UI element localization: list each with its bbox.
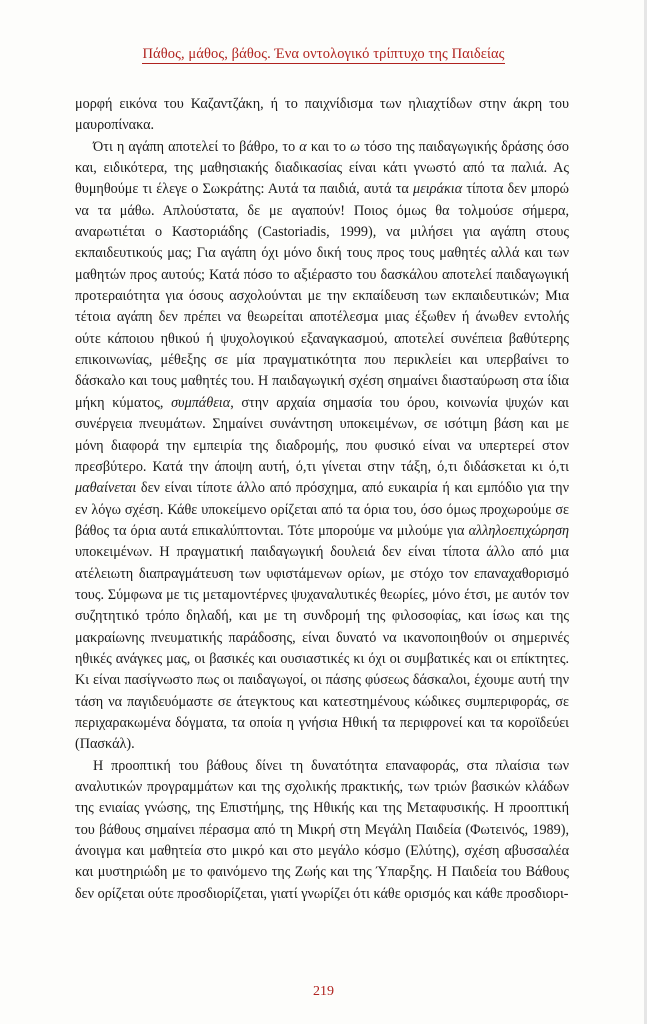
italic-term: συμπάθεια bbox=[171, 394, 231, 411]
italic-term: ω bbox=[350, 138, 361, 155]
text-run: , στην αρχαία σημασία του όρου, κοινωνία ψυχών και συνέργεια πνευμάτων. Σημαίνει συνάντηση υποκειμένων, σε ισότιμη βάση και με μόνη διαφορά την εμπειρία της διαδρομής, που φυσικό είναι να υπερτερεί στον πρεσβύτερο. Κατά την άποψη αυτή, ό,τι γίνεται στην τάξη, ό,τι διδάσκεται κι ό,τι bbox=[75, 394, 569, 475]
text-run: Η προοπτική του βάθους δίνει τη δυνατότητα επαναφοράς, στα πλαίσια των αναλυτικών προγραμμάτων και της σχολικής πρακτικής, των τριών βασικών κλάδων της ενιαίας γνώσης, της Επιστήμης, της Ηθικής και της Μεταφυσικής. Η προοπτική του βάθους σημαίνει πέρασμα από τη Μικρή στη Μεγάλη Παιδεία (Φωτεινός, 1989), άνοιγμα και μαθητεία στο μικρό και στο μεγάλο κόσμο (Ελύτης), σχέση αβυσσαλέα και μυστηριώδη με το φαινόμενο της Ζωής και της Ύπαρξης. Η Παιδεία του Βάθους δεν ορίζεται ούτε προσδιορίζεται, γιατί γνωρίζει ότι κάθε ορισμός και κάθε προσδιορι- bbox=[75, 757, 569, 902]
page-number: 219 bbox=[313, 984, 334, 999]
running-header bbox=[0, 46, 647, 63]
paragraph-continuation bbox=[75, 94, 569, 137]
text-run: δεν είναι τίποτε άλλο από πρόσχημα, από ευκαιρία ή και εμπόδιο για την εν λόγω σχέση. Κάθε υποκείμενο ορίζεται από τα όρια του, όσο όμως προχωρούμε σε βάθος τα όρια αυτά επικαλύπτονται. Τότε μπορούμε να μιλούμε για bbox=[75, 480, 569, 539]
paragraph-love-foundation bbox=[75, 137, 569, 756]
text-run: υποκειμένων. Η πραγματική παιδαγωγική δουλειά δεν είναι τίποτα άλλο από μια ατέλειωτη διαπραγμάτευση των υφιστάμενων ορίων, με στόχο τον επαναχαθορισμό τους. Σύμφωνα με τις μεταμοντέρνες ψυχαναλυτικές θεωρίες, μόνο έτσι, με αυτόν τον συζητητικό τρόπο δηλαδή, και με τη συνδρομή της φιλοσοφίας, και ίσως και της μακραίωνης πνευματικής παράδοσης, είναι δυνατό να ικανοποιηθούν οι σημερινές ηθικές ανάγκες μας, οι βασικές και ουσιαστικές κι όχι οι συμβατικές και οι επίκτητες. Κι είναι πασίγνωστο πως οι παιδαγωγοί, οι πάσης φύσεως δάσκαλοι, έχουμε αυτή την τάση να παγιδευόμαστε σε άτεγκτους και κατεστημένους κώδικες συμπεριφοράς, σε περιχαρακωμένα δόγματα, τα οποία η γνήσια Ηθική τα περιφρονεί και τα κοροϊδεύει (Πασκάλ). bbox=[75, 544, 569, 753]
italic-term: α bbox=[299, 138, 307, 155]
body-text bbox=[75, 94, 569, 905]
text-run: μορφή εικόνα του Καζαντζάκη, ή το παιχνίδισμα των ηλιαχτίδων στην άκρη του μαυροπίνακα. bbox=[75, 96, 569, 134]
text-run: τίποτα δεν μπορώ να τα μάθω. Απλούστατα, δε με αγαπούν! Ποιος όμως θα τολμούσε σήμερα, αναρωτιέται ο Καστοριάδης (Castoriadis, 1999), να μιλήσει για αγάπη στους εκπαιδευτικούς μας; Για αγάπη όχι μόνο δική τους προς τους μαθητές αλλά και των μαθητών προς αυτούς; Κατά πόσο το αξιέραστο του δασκάλου αποτελεί παιδαγωγική προτεραιότητα για όσους ασχολούνται με την εκπαίδευση των εκπαιδευτικών; Μια τέτοια αγάπη δεν πρέπει να θεωρείται αποτέλεσμα μιας έξωθεν ή άνωθεν εντολής ούτε κάποιου ηθικού ή ψυχολογικού εξαναγκασμού, αποτελεί συνέπεια βαθύτερης επικοινωνίας, μέθεξης σε μία πραγματικότητα που περικλείει και υπερβαίνει το δάσκαλο και τους μαθητές του. Η παιδαγωγική σχέση σημαίνει διασταύρωση στα ίδια μήκη κύματος, bbox=[75, 181, 569, 411]
italic-term: μαθαίνεται bbox=[75, 480, 137, 497]
italic-term: αλληλοεπιχώρηση bbox=[468, 522, 569, 539]
text-run: και το bbox=[306, 138, 351, 155]
running-header-title: Πάθος, μάθος, βάθος. Ένα οντολογικό τρίπτυχο της Παιδείας bbox=[142, 46, 505, 62]
text-run: τόσο της παιδαγωγικής δράσης όσο και, ειδικότερα, της μαθησιακής διαδικασίας είναι κάτι γνωστό από τα παλιά. Ας θυμηθούμε τι έλεγε ο Σωκράτης: Αυτά τα παιδιά, αυτά τα bbox=[75, 138, 569, 198]
paragraph-depth-perspective bbox=[75, 756, 569, 905]
italic-term: μειράκια bbox=[413, 181, 463, 198]
text-run: Ότι η αγάπη αποτελεί το βάθρο, το bbox=[93, 138, 300, 155]
